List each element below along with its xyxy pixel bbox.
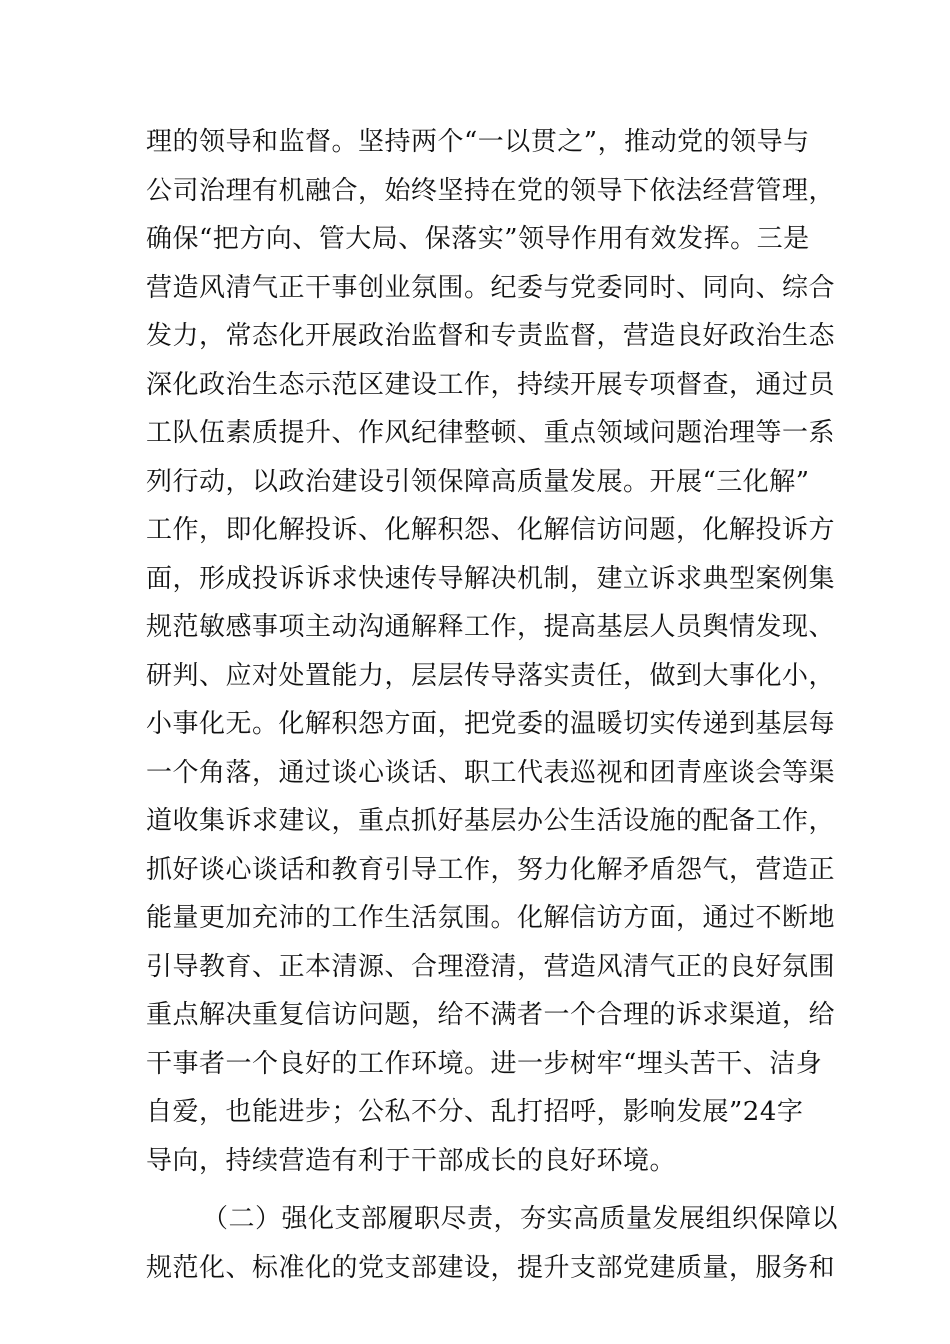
text-line: 发力，常态化开展政治监督和专责监督，营造良好政治生态 — [146, 321, 836, 351]
text-line: 规范敏感事项主动沟通解释工作，提高基层人员舆情发现、 — [146, 612, 836, 642]
text-line: 自爱，也能进步；公私不分、乱打招呼，影响发展”24字 — [146, 1097, 804, 1127]
text-line: 小事化无。化解积怨方面，把党委的温暖切实传递到基层每 — [146, 709, 836, 739]
text-line: 抓好谈心谈话和教育引导工作，努力化解矛盾怨气，营造正 — [146, 854, 836, 885]
paragraph-1 — [146, 118, 836, 1185]
text-line: 营造风清气正干事创业氛围。纪委与党委同时、同向、综合 — [146, 272, 836, 303]
text-line: 能量更加充沛的工作生活氛围。化解信访方面，通过不断地 — [146, 903, 836, 933]
text-line: 深化政治生态示范区建设工作，持续开展专项督查，通过员 — [146, 369, 836, 400]
text-line: 导向，持续营造有利于干部成长的良好环境。 — [146, 1145, 677, 1176]
text-line: 面，形成投诉诉求快速传导解决机制，建立诉求典型案例集 — [146, 563, 836, 594]
text-line: 规范化、标准化的党支部建设，提升支部党建质量，服务和 — [146, 1252, 836, 1283]
text-line: 确保“把方向、管大局、保落实”领导作用有效发挥。三是 — [146, 224, 810, 254]
text-line: 工队伍素质提升、作风纪律整顿、重点领域问题治理等一系 — [146, 418, 836, 448]
paragraph-2 — [146, 1195, 839, 1292]
text-line: 理的领导和监督。坚持两个“一以贯之”，推动党的领导与 — [146, 127, 810, 157]
text-line: 公司治理有机融合，始终坚持在党的领导下依法经营管理， — [146, 175, 836, 206]
text-line: 引导教育、正本清源、合理澄清，营造风清气正的良好氛围 — [146, 951, 836, 982]
text-line: 重点解决重复信访问题，给不满者一个合理的诉求渠道，给 — [146, 1000, 836, 1030]
section-heading-line: （二）强化支部履职尽责，夯实高质量发展组织保障以 — [202, 1204, 839, 1234]
text-line: 研判、应对处置能力，层层传导落实责任，做到大事化小， — [146, 660, 836, 691]
body-text — [146, 118, 839, 1292]
text-line: 干事者一个良好的工作环境。进一步树牢“埋头苦干、洁身 — [146, 1048, 823, 1079]
text-line: 列行动，以政治建设引领保障高质量发展。开展“三化解” — [146, 466, 810, 497]
text-line: 道收集诉求建议，重点抓好基层办公生活设施的配备工作， — [146, 806, 836, 836]
text-line: 工作，即化解投诉、化解积怨、化解信访问题，化解投诉方 — [146, 515, 836, 545]
text-line: 一个角落，通过谈心谈话、职工代表巡视和团青座谈会等渠 — [146, 757, 836, 788]
paragraph-gap — [146, 1185, 816, 1195]
